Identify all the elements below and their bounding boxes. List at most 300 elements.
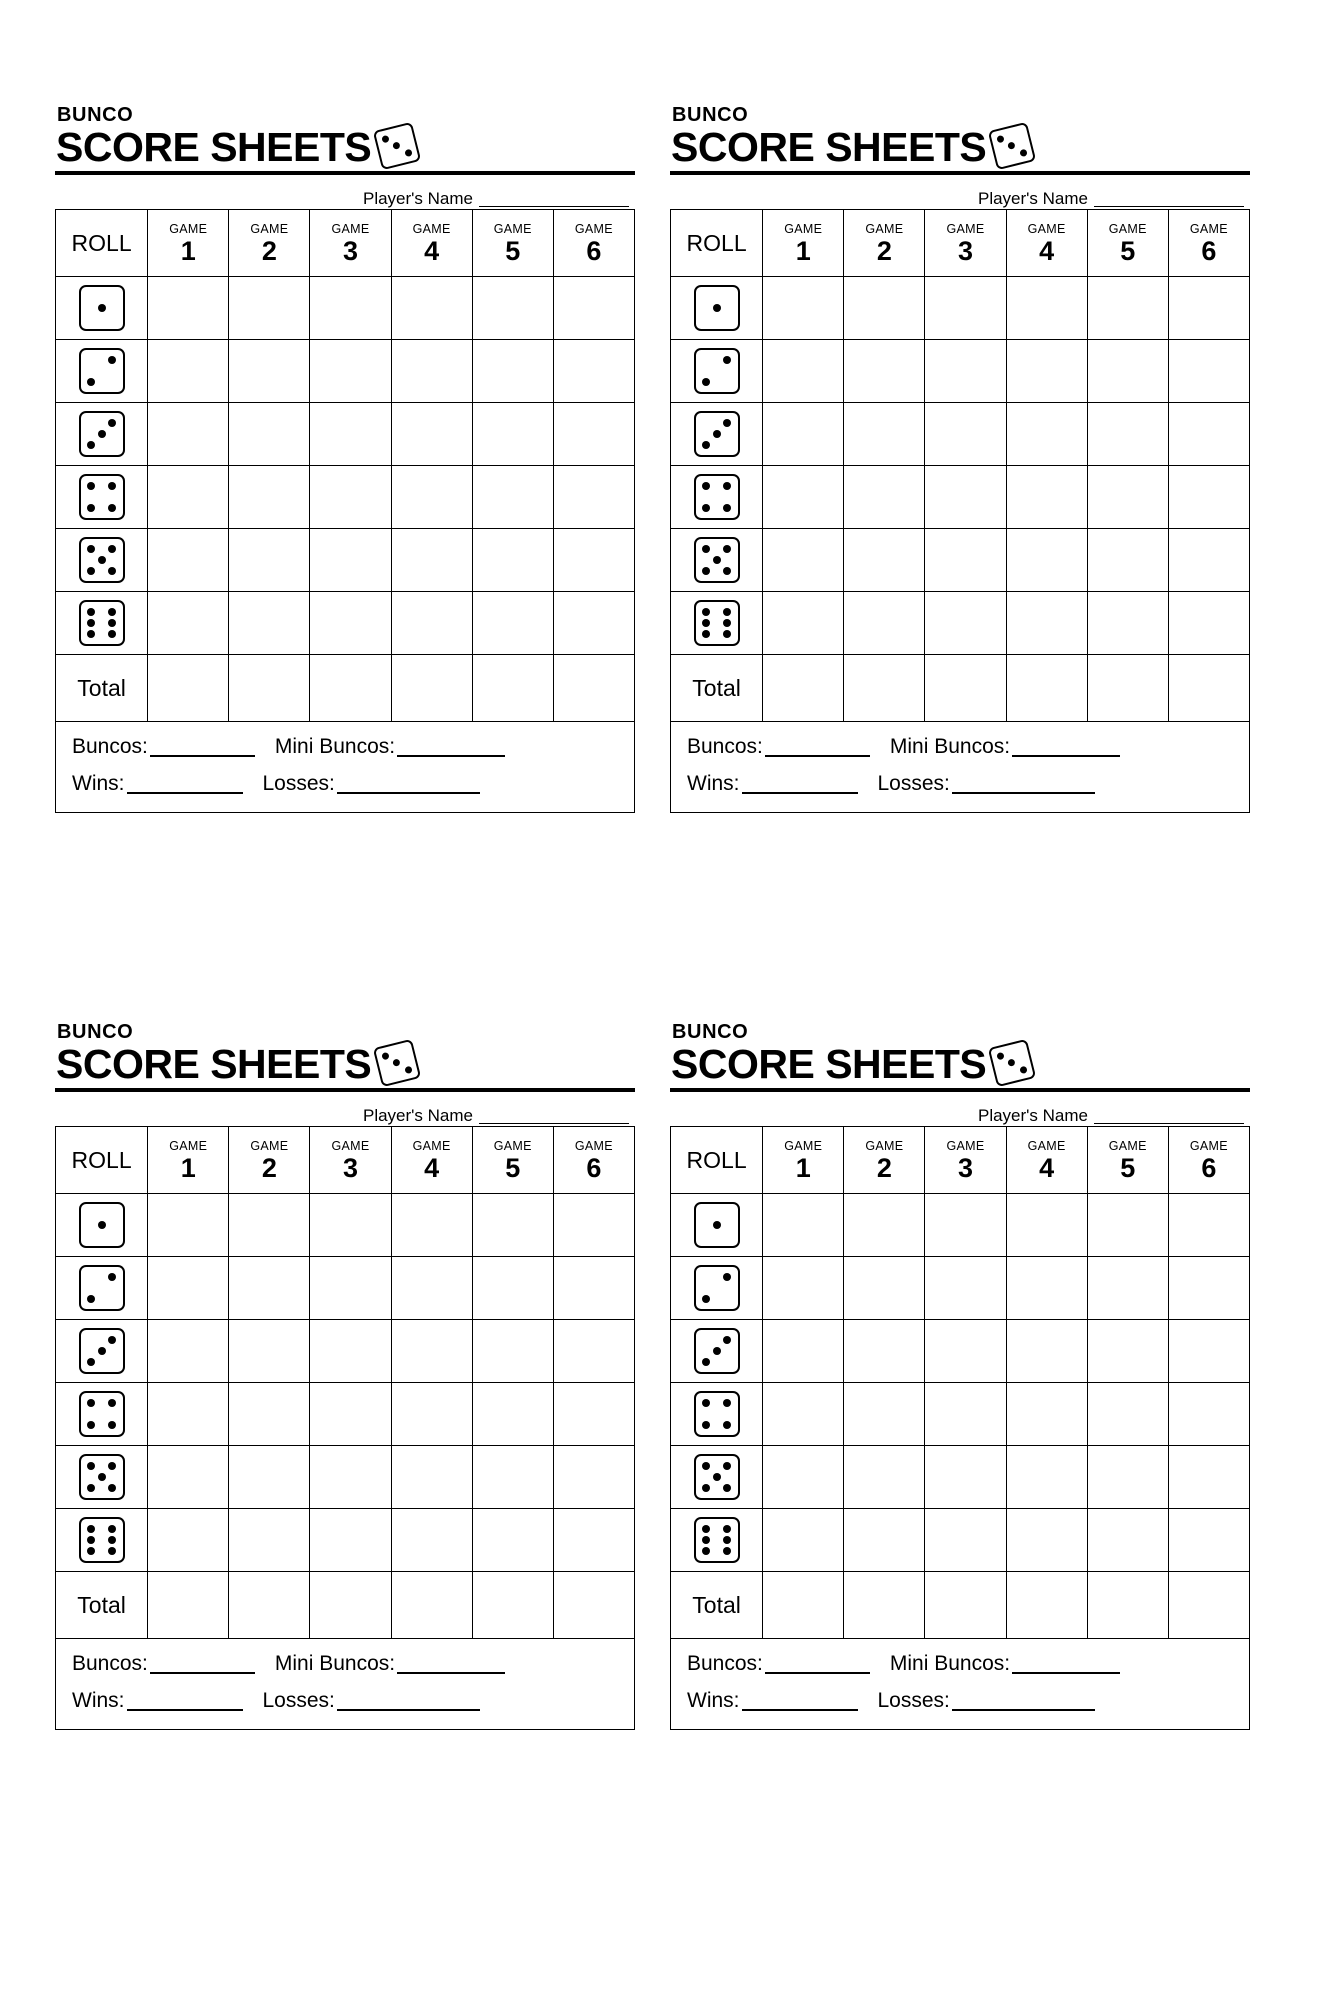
total-cell[interactable] bbox=[553, 655, 634, 722]
total-label: Total bbox=[671, 1572, 763, 1639]
total-cell[interactable] bbox=[310, 1572, 391, 1639]
game-number: 4 bbox=[1039, 1152, 1055, 1183]
score-cell[interactable] bbox=[844, 529, 925, 592]
total-cell[interactable] bbox=[844, 655, 925, 722]
score-cell[interactable] bbox=[1168, 1446, 1249, 1509]
score-cell[interactable] bbox=[1006, 1194, 1087, 1257]
score-cell[interactable] bbox=[310, 403, 391, 466]
wins-row bbox=[687, 1690, 1233, 1711]
page-title: SCORE SHEETS bbox=[671, 1041, 987, 1087]
total-cell[interactable] bbox=[925, 655, 1006, 722]
score-cell[interactable] bbox=[1087, 529, 1168, 592]
score-cell[interactable] bbox=[553, 1383, 634, 1446]
total-cell[interactable] bbox=[1168, 1572, 1249, 1639]
score-cell[interactable] bbox=[1006, 592, 1087, 655]
page-title: SCORE SHEETS bbox=[56, 1041, 372, 1087]
total-cell[interactable] bbox=[553, 1572, 634, 1639]
score-cell[interactable] bbox=[763, 1446, 844, 1509]
score-cell[interactable] bbox=[229, 1257, 310, 1320]
game-number: 3 bbox=[957, 1152, 973, 1183]
score-cell[interactable] bbox=[391, 592, 472, 655]
wins-row bbox=[72, 773, 618, 794]
score-cell[interactable] bbox=[148, 1320, 229, 1383]
score-cell[interactable] bbox=[925, 1446, 1006, 1509]
score-cell[interactable] bbox=[148, 1383, 229, 1446]
score-cell[interactable] bbox=[1087, 1257, 1168, 1320]
total-cell[interactable] bbox=[310, 655, 391, 722]
wins-label: Wins: bbox=[72, 772, 125, 795]
player-name-label: Player's Name bbox=[977, 1106, 1088, 1125]
score-cell[interactable] bbox=[763, 1383, 844, 1446]
score-cell[interactable] bbox=[925, 1509, 1006, 1572]
score-cell[interactable] bbox=[148, 1194, 229, 1257]
game-column-header-5 bbox=[1087, 1127, 1168, 1194]
score-cell[interactable] bbox=[1168, 1509, 1249, 1572]
player-name-field[interactable] bbox=[55, 1102, 635, 1124]
roll-column-header: ROLL bbox=[56, 1127, 148, 1194]
score-cell[interactable] bbox=[1087, 466, 1168, 529]
score-cell[interactable] bbox=[391, 340, 472, 403]
die-3-icon bbox=[671, 1320, 763, 1383]
wins-blank[interactable] bbox=[742, 1695, 858, 1711]
score-cell[interactable] bbox=[925, 529, 1006, 592]
score-cell[interactable] bbox=[229, 592, 310, 655]
score-cell[interactable] bbox=[472, 1509, 553, 1572]
score-cell[interactable] bbox=[148, 277, 229, 340]
score-cell[interactable] bbox=[391, 277, 472, 340]
player-name-blank[interactable] bbox=[1094, 1107, 1244, 1124]
game-number: 6 bbox=[586, 1152, 602, 1183]
score-cell[interactable] bbox=[1006, 1320, 1087, 1383]
score-cell[interactable] bbox=[1087, 1194, 1168, 1257]
score-cell[interactable] bbox=[844, 592, 925, 655]
score-cell[interactable] bbox=[763, 1509, 844, 1572]
total-cell[interactable] bbox=[925, 1572, 1006, 1639]
game-column-header-4 bbox=[1006, 1127, 1087, 1194]
score-cell[interactable] bbox=[229, 1446, 310, 1509]
score-cell[interactable] bbox=[1168, 529, 1249, 592]
buncos-label: Buncos: bbox=[687, 735, 763, 758]
score-cell[interactable] bbox=[1168, 592, 1249, 655]
score-cell[interactable] bbox=[925, 592, 1006, 655]
game-word: GAME bbox=[946, 221, 985, 236]
game-number: 3 bbox=[342, 235, 358, 266]
score-cell[interactable] bbox=[391, 1509, 472, 1572]
score-cell[interactable] bbox=[472, 1383, 553, 1446]
score-cell[interactable] bbox=[844, 466, 925, 529]
losses-blank[interactable] bbox=[337, 778, 480, 794]
score-cell[interactable] bbox=[229, 1194, 310, 1257]
score-cell[interactable] bbox=[1006, 277, 1087, 340]
table-header-row bbox=[56, 1127, 635, 1194]
score-cell[interactable] bbox=[310, 1383, 391, 1446]
die-6-icon bbox=[56, 1509, 148, 1572]
score-cell[interactable] bbox=[844, 1257, 925, 1320]
table-row bbox=[671, 529, 1250, 592]
player-name-blank[interactable] bbox=[479, 1107, 629, 1124]
wins-label: Wins: bbox=[687, 1689, 740, 1712]
buncos-blank[interactable] bbox=[765, 741, 870, 757]
score-cell[interactable] bbox=[763, 1320, 844, 1383]
total-cell[interactable] bbox=[391, 1572, 472, 1639]
mini-buncos-blank[interactable] bbox=[1012, 1658, 1120, 1674]
brand-subtitle: BUNCO bbox=[57, 1021, 134, 1043]
game-number: 2 bbox=[261, 235, 277, 266]
game-column-header-3 bbox=[310, 1127, 391, 1194]
title-underline bbox=[670, 1088, 1250, 1092]
game-word: GAME bbox=[412, 1138, 451, 1153]
player-name-blank[interactable] bbox=[479, 190, 629, 207]
losses-label: Losses: bbox=[877, 1689, 950, 1712]
score-cell[interactable] bbox=[472, 1194, 553, 1257]
roll-column-header: ROLL bbox=[56, 210, 148, 277]
score-cell[interactable] bbox=[229, 466, 310, 529]
score-cell[interactable] bbox=[148, 1509, 229, 1572]
score-cell[interactable] bbox=[229, 529, 310, 592]
mini-buncos-label: Mini Buncos: bbox=[274, 1652, 396, 1675]
player-name-label: Player's Name bbox=[362, 189, 473, 208]
score-cell[interactable] bbox=[553, 403, 634, 466]
score-sheet bbox=[55, 105, 635, 813]
score-cell[interactable] bbox=[1168, 466, 1249, 529]
score-cell[interactable] bbox=[1087, 1320, 1168, 1383]
losses-blank[interactable] bbox=[337, 1695, 480, 1711]
game-word: GAME bbox=[250, 221, 289, 236]
game-column-header-4 bbox=[391, 210, 472, 277]
game-word: GAME bbox=[1027, 221, 1066, 236]
score-cell[interactable] bbox=[1006, 1257, 1087, 1320]
die-2-icon bbox=[671, 1257, 763, 1320]
score-cell[interactable] bbox=[229, 1383, 310, 1446]
total-cell[interactable] bbox=[1006, 1572, 1087, 1639]
game-number: 1 bbox=[795, 1152, 811, 1183]
score-cell[interactable] bbox=[310, 466, 391, 529]
game-column-header-6 bbox=[553, 210, 634, 277]
total-cell[interactable] bbox=[472, 1572, 553, 1639]
score-cell[interactable] bbox=[763, 1257, 844, 1320]
game-word: GAME bbox=[331, 221, 370, 236]
die-1-icon bbox=[56, 277, 148, 340]
mini-buncos-blank[interactable] bbox=[397, 741, 505, 757]
score-cell[interactable] bbox=[1006, 1383, 1087, 1446]
score-cell[interactable] bbox=[148, 466, 229, 529]
game-column-header-6 bbox=[1168, 1127, 1249, 1194]
total-cell[interactable] bbox=[763, 655, 844, 722]
score-cell[interactable] bbox=[1168, 340, 1249, 403]
score-cell[interactable] bbox=[391, 1194, 472, 1257]
score-cell[interactable] bbox=[1087, 1509, 1168, 1572]
score-cell[interactable] bbox=[553, 1320, 634, 1383]
table-row bbox=[56, 529, 635, 592]
die-4-icon bbox=[56, 1383, 148, 1446]
losses-blank[interactable] bbox=[952, 1695, 1095, 1711]
score-cell[interactable] bbox=[553, 1446, 634, 1509]
score-cell[interactable] bbox=[1087, 340, 1168, 403]
score-cell[interactable] bbox=[1087, 277, 1168, 340]
score-cell[interactable] bbox=[844, 1194, 925, 1257]
score-cell[interactable] bbox=[391, 1446, 472, 1509]
score-cell[interactable] bbox=[763, 277, 844, 340]
total-cell[interactable] bbox=[229, 655, 310, 722]
score-cell[interactable] bbox=[553, 529, 634, 592]
score-cell[interactable] bbox=[925, 1257, 1006, 1320]
score-cell[interactable] bbox=[553, 277, 634, 340]
player-name-field[interactable] bbox=[55, 185, 635, 207]
total-cell[interactable] bbox=[472, 655, 553, 722]
score-cell[interactable] bbox=[763, 403, 844, 466]
score-cell[interactable] bbox=[763, 1194, 844, 1257]
brand-subtitle: BUNCO bbox=[57, 104, 134, 126]
score-cell[interactable] bbox=[1006, 403, 1087, 466]
table-row bbox=[671, 1446, 1250, 1509]
game-number: 1 bbox=[180, 235, 196, 266]
score-cell[interactable] bbox=[310, 1257, 391, 1320]
total-cell[interactable] bbox=[391, 655, 472, 722]
player-name-field[interactable] bbox=[670, 1102, 1250, 1124]
game-column-header-5 bbox=[472, 210, 553, 277]
table-row bbox=[671, 592, 1250, 655]
score-cell[interactable] bbox=[1006, 340, 1087, 403]
score-sheet bbox=[55, 1022, 635, 1730]
total-cell[interactable] bbox=[148, 1572, 229, 1639]
score-cell[interactable] bbox=[310, 1194, 391, 1257]
die-3-icon bbox=[671, 403, 763, 466]
player-name-blank[interactable] bbox=[1094, 190, 1244, 207]
total-cell[interactable] bbox=[1087, 655, 1168, 722]
die-3-icon bbox=[377, 126, 417, 166]
table-row bbox=[56, 1257, 635, 1320]
game-number: 2 bbox=[876, 235, 892, 266]
game-number: 6 bbox=[586, 235, 602, 266]
score-cell[interactable] bbox=[844, 1446, 925, 1509]
score-cell[interactable] bbox=[553, 592, 634, 655]
score-cell[interactable] bbox=[391, 529, 472, 592]
score-cell[interactable] bbox=[472, 277, 553, 340]
game-column-header-1 bbox=[763, 1127, 844, 1194]
wins-row bbox=[687, 773, 1233, 794]
total-cell[interactable] bbox=[844, 1572, 925, 1639]
score-cell[interactable] bbox=[763, 340, 844, 403]
score-cell[interactable] bbox=[1168, 403, 1249, 466]
score-cell[interactable] bbox=[472, 1320, 553, 1383]
table-row bbox=[56, 1446, 635, 1509]
score-cell[interactable] bbox=[925, 1194, 1006, 1257]
score-cell[interactable] bbox=[1168, 1383, 1249, 1446]
score-cell[interactable] bbox=[310, 529, 391, 592]
total-cell[interactable] bbox=[1168, 655, 1249, 722]
buncos-blank[interactable] bbox=[150, 1658, 255, 1674]
score-cell[interactable] bbox=[148, 340, 229, 403]
table-header-row bbox=[671, 210, 1250, 277]
score-cell[interactable] bbox=[391, 403, 472, 466]
die-6-icon bbox=[56, 592, 148, 655]
game-number: 3 bbox=[342, 1152, 358, 1183]
score-cell[interactable] bbox=[844, 1509, 925, 1572]
score-cell[interactable] bbox=[844, 1320, 925, 1383]
game-number: 4 bbox=[424, 1152, 440, 1183]
score-cell[interactable] bbox=[844, 340, 925, 403]
title-underline bbox=[670, 171, 1250, 175]
table-row bbox=[671, 466, 1250, 529]
game-column-header-4 bbox=[1006, 210, 1087, 277]
game-column-header-1 bbox=[148, 210, 229, 277]
sheet-footer bbox=[55, 722, 635, 813]
wins-blank[interactable] bbox=[127, 778, 243, 794]
game-word: GAME bbox=[865, 1138, 904, 1153]
score-cell[interactable] bbox=[1006, 529, 1087, 592]
total-cell[interactable] bbox=[1087, 1572, 1168, 1639]
score-cell[interactable] bbox=[229, 1509, 310, 1572]
score-cell[interactable] bbox=[472, 340, 553, 403]
score-table bbox=[670, 209, 1250, 722]
total-cell[interactable] bbox=[1006, 655, 1087, 722]
sheet-header bbox=[670, 105, 1250, 173]
game-word: GAME bbox=[412, 221, 451, 236]
score-cell[interactable] bbox=[148, 403, 229, 466]
score-cell[interactable] bbox=[844, 277, 925, 340]
score-cell[interactable] bbox=[472, 466, 553, 529]
score-cell[interactable] bbox=[1168, 1257, 1249, 1320]
score-cell[interactable] bbox=[1168, 1320, 1249, 1383]
game-number: 5 bbox=[1120, 235, 1136, 266]
score-table bbox=[55, 209, 635, 722]
brand-subtitle: BUNCO bbox=[672, 1021, 749, 1043]
score-cell[interactable] bbox=[148, 529, 229, 592]
table-row bbox=[671, 340, 1250, 403]
score-cell[interactable] bbox=[391, 466, 472, 529]
score-cell[interactable] bbox=[1006, 1446, 1087, 1509]
score-cell[interactable] bbox=[310, 1446, 391, 1509]
game-number: 2 bbox=[876, 1152, 892, 1183]
game-column-header-3 bbox=[310, 210, 391, 277]
die-4-icon bbox=[671, 1383, 763, 1446]
title-underline bbox=[55, 171, 635, 175]
score-cell[interactable] bbox=[1006, 1509, 1087, 1572]
score-cell[interactable] bbox=[763, 466, 844, 529]
die-5-icon bbox=[56, 529, 148, 592]
mini-buncos-blank[interactable] bbox=[1012, 741, 1120, 757]
game-column-header-1 bbox=[148, 1127, 229, 1194]
game-word: GAME bbox=[250, 1138, 289, 1153]
buncos-label: Buncos: bbox=[687, 1652, 763, 1675]
score-cell[interactable] bbox=[148, 1446, 229, 1509]
score-cell[interactable] bbox=[1168, 277, 1249, 340]
score-cell[interactable] bbox=[472, 529, 553, 592]
score-cell[interactable] bbox=[925, 277, 1006, 340]
score-cell[interactable] bbox=[472, 1257, 553, 1320]
score-cell[interactable] bbox=[229, 277, 310, 340]
score-cell[interactable] bbox=[391, 1257, 472, 1320]
score-cell[interactable] bbox=[310, 277, 391, 340]
game-word: GAME bbox=[946, 1138, 985, 1153]
score-cell[interactable] bbox=[1087, 403, 1168, 466]
score-cell[interactable] bbox=[472, 1446, 553, 1509]
roll-column-header: ROLL bbox=[671, 210, 763, 277]
losses-label: Losses: bbox=[877, 772, 950, 795]
score-cell[interactable] bbox=[553, 1257, 634, 1320]
score-cell[interactable] bbox=[148, 1257, 229, 1320]
score-cell[interactable] bbox=[925, 1383, 1006, 1446]
score-cell[interactable] bbox=[553, 340, 634, 403]
game-word: GAME bbox=[493, 221, 532, 236]
sheet-header bbox=[55, 1022, 635, 1090]
table-header-row bbox=[56, 210, 635, 277]
losses-blank[interactable] bbox=[952, 778, 1095, 794]
score-cell[interactable] bbox=[310, 340, 391, 403]
score-cell[interactable] bbox=[229, 340, 310, 403]
total-cell[interactable] bbox=[148, 655, 229, 722]
total-cell[interactable] bbox=[763, 1572, 844, 1639]
score-cell[interactable] bbox=[553, 1194, 634, 1257]
mini-buncos-blank[interactable] bbox=[397, 1658, 505, 1674]
score-cell[interactable] bbox=[310, 592, 391, 655]
game-number: 4 bbox=[424, 235, 440, 266]
score-cell[interactable] bbox=[148, 592, 229, 655]
score-cell[interactable] bbox=[925, 466, 1006, 529]
die-2-icon bbox=[671, 340, 763, 403]
score-cell[interactable] bbox=[925, 1320, 1006, 1383]
score-cell[interactable] bbox=[472, 403, 553, 466]
score-cell[interactable] bbox=[472, 592, 553, 655]
score-cell[interactable] bbox=[310, 1320, 391, 1383]
die-2-icon bbox=[56, 340, 148, 403]
wins-blank[interactable] bbox=[742, 778, 858, 794]
player-name-field[interactable] bbox=[670, 185, 1250, 207]
score-cell[interactable] bbox=[391, 1383, 472, 1446]
buncos-blank[interactable] bbox=[150, 741, 255, 757]
table-row bbox=[56, 466, 635, 529]
score-cell[interactable] bbox=[763, 529, 844, 592]
game-number: 5 bbox=[505, 1152, 521, 1183]
score-cell[interactable] bbox=[1087, 592, 1168, 655]
table-row bbox=[671, 1509, 1250, 1572]
total-label: Total bbox=[671, 655, 763, 722]
score-cell[interactable] bbox=[229, 1320, 310, 1383]
game-word: GAME bbox=[169, 1138, 208, 1153]
game-word: GAME bbox=[784, 1138, 823, 1153]
score-cell[interactable] bbox=[1087, 1383, 1168, 1446]
score-cell[interactable] bbox=[844, 1383, 925, 1446]
score-cell[interactable] bbox=[925, 340, 1006, 403]
score-cell[interactable] bbox=[553, 1509, 634, 1572]
die-3-icon bbox=[56, 403, 148, 466]
game-number: 1 bbox=[795, 235, 811, 266]
buncos-blank[interactable] bbox=[765, 1658, 870, 1674]
die-2-icon bbox=[56, 1257, 148, 1320]
wins-row bbox=[72, 1690, 618, 1711]
score-cell[interactable] bbox=[553, 466, 634, 529]
total-row bbox=[671, 655, 1250, 722]
table-row bbox=[671, 403, 1250, 466]
mini-buncos-label: Mini Buncos: bbox=[889, 735, 1011, 758]
score-cell[interactable] bbox=[1087, 1446, 1168, 1509]
game-column-header-5 bbox=[472, 1127, 553, 1194]
score-cell[interactable] bbox=[310, 1509, 391, 1572]
table-row bbox=[671, 1383, 1250, 1446]
score-cell[interactable] bbox=[229, 403, 310, 466]
score-cell[interactable] bbox=[1168, 1194, 1249, 1257]
score-cell[interactable] bbox=[763, 592, 844, 655]
game-word: GAME bbox=[1027, 1138, 1066, 1153]
total-cell[interactable] bbox=[229, 1572, 310, 1639]
score-cell[interactable] bbox=[391, 1320, 472, 1383]
die-1-icon bbox=[671, 277, 763, 340]
score-cell[interactable] bbox=[1006, 466, 1087, 529]
wins-blank[interactable] bbox=[127, 1695, 243, 1711]
score-cell[interactable] bbox=[844, 403, 925, 466]
score-cell[interactable] bbox=[925, 403, 1006, 466]
table-row bbox=[56, 1194, 635, 1257]
